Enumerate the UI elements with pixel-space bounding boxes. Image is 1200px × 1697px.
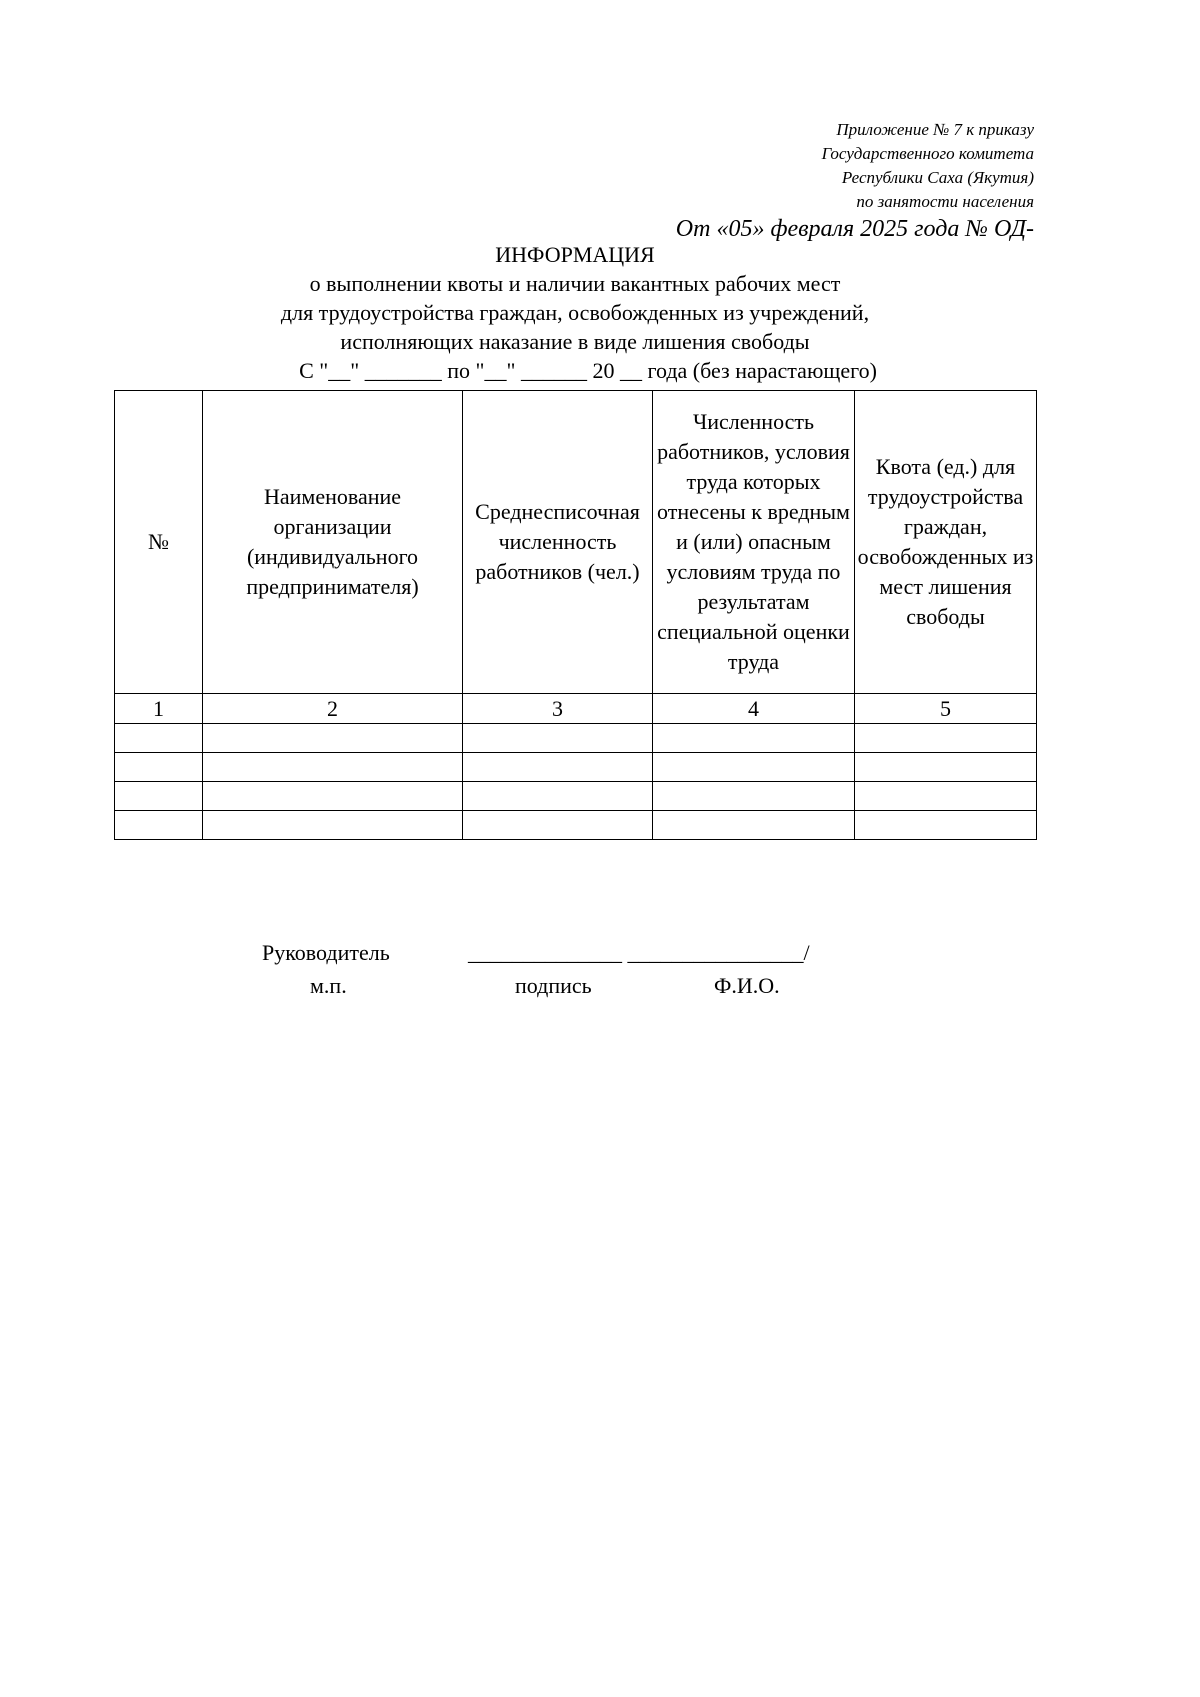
header-organization: Наименование организации (индивидуального предпринимателя) [203,391,463,694]
document-subtitle-2: для трудоустройства граждан, освобожденных из учреждений, [280,300,870,325]
table-header-row [115,391,1037,694]
table-cell[interactable] [203,811,463,840]
quota-table [114,390,1037,840]
table-cell[interactable] [463,811,653,840]
table-cell[interactable] [855,811,1037,840]
header-hazardous-workers: Численность работников, условия труда которых отнесены к вредным и (или) опасным условиям труда по результатам специальной оценки труда [653,391,855,694]
document-heading: ИНФОРМАЦИЯ [495,242,655,267]
table-cell[interactable] [463,724,653,753]
table-row [115,811,1037,840]
appendix-block [614,118,1034,244]
table-cell[interactable] [203,782,463,811]
column-number: 1 [115,694,203,724]
table-cell[interactable] [855,782,1037,811]
table-cell[interactable] [115,753,203,782]
table-cell[interactable] [653,782,855,811]
table-row [115,782,1037,811]
table-cell[interactable] [855,753,1037,782]
stamp-place-label: м.п. [310,973,347,998]
table-cell[interactable] [203,753,463,782]
table-cell[interactable] [115,811,203,840]
table-cell[interactable] [115,724,203,753]
table-cell[interactable] [653,753,855,782]
signatory-role: Руководитель [262,940,390,965]
full-name-label: Ф.И.О. [714,973,780,998]
table-cell[interactable] [203,724,463,753]
signature-label: подпись [515,973,592,998]
appendix-line-3: Республики Саха (Якутия) [841,168,1034,187]
column-number: 3 [463,694,653,724]
table-cell[interactable] [653,811,855,840]
table-cell[interactable] [463,753,653,782]
header-quota: Квота (ед.) для трудоустройства граждан, освобожденных из мест лишения свободы [855,391,1037,694]
table-cell[interactable] [653,724,855,753]
column-number: 5 [855,694,1037,724]
document-title-block [114,240,1036,385]
document-subtitle-3: исполняющих наказание в виде лишения свободы [340,329,810,354]
column-number: 2 [203,694,463,724]
document-subtitle-1: о выполнении квоты и наличии вакантных рабочих мест [309,271,841,296]
table-row [115,753,1037,782]
header-number: № [115,391,203,694]
header-average-headcount: Среднесписочная численность работников (чел.) [463,391,653,694]
table-row [115,724,1037,753]
appendix-order-date: От «05» февраля 2025 года № ОД- [675,216,1034,242]
appendix-line-1: Приложение № 7 к приказу [836,120,1034,139]
appendix-line-4: по занятости населения [856,192,1034,211]
signature-line[interactable]: ______________ ________________/ [468,940,810,965]
table-cell[interactable] [463,782,653,811]
table-cell[interactable] [115,782,203,811]
reporting-period: С "__" _______ по "__" ______ 20 __ года (без нарастающего) [299,358,877,383]
column-number: 4 [653,694,855,724]
table-cell[interactable] [855,724,1037,753]
appendix-line-2: Государственного комитета [821,144,1034,163]
column-number-row [115,694,1037,724]
